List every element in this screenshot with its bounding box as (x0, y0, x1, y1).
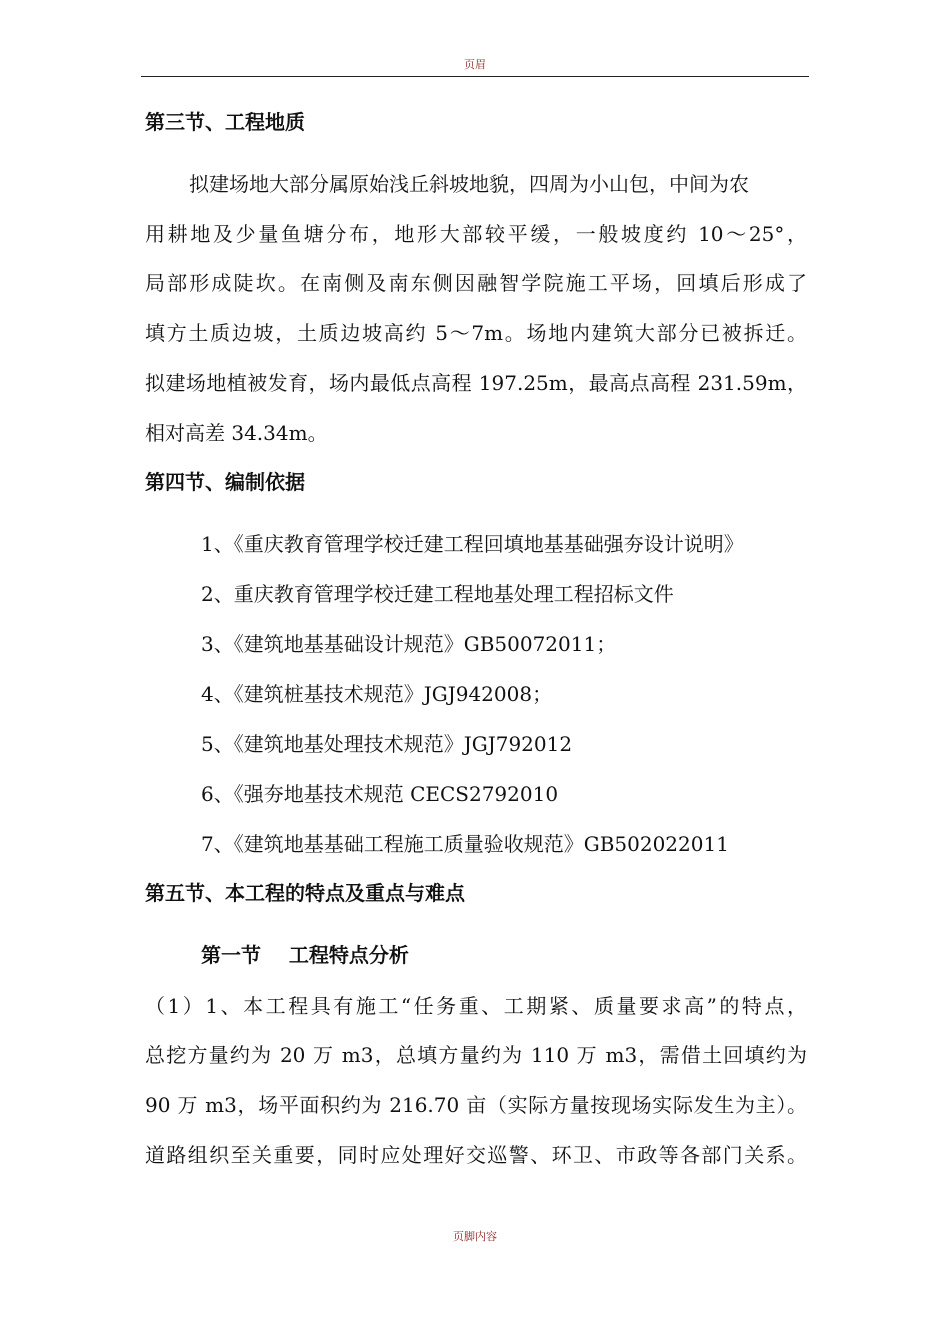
section5-heading: 第五节、本工程的特点及重点与难点 (145, 881, 465, 905)
reference-item-1: 1、《重庆教育管理学校迁建工程回填地基基础强夯设计说明》 (201, 532, 744, 556)
header-divider (141, 76, 809, 77)
reference-item-7: 7、《建筑地基基础工程施工质量验收规范》GB502022011 (201, 832, 729, 856)
section3-line-4: 填方土质边坡，土质边坡高约 5～7m。场地内建筑大部分已被拆迁。 (145, 321, 807, 345)
section3-heading: 第三节、工程地质 (145, 110, 305, 134)
section3-line-2: 用耕地及少量鱼塘分布，地形大部较平缓，一般坡度约 10～25°， (145, 222, 807, 246)
subsection-heading: 第一节 工程特点分析 (201, 943, 409, 967)
footer-text: 页脚内容 (453, 1230, 497, 1243)
section3-line-3: 局部形成陡坎。在南侧及南东侧因融智学院施工平场，回填后形成了 (145, 271, 807, 295)
header-text: 页眉 (464, 58, 486, 71)
section5-line-4: 道路组织至关重要，同时应处理好交巡警、环卫、市政等各部门关系。 (145, 1143, 807, 1167)
reference-item-4: 4、《建筑桩基技术规范》JGJ942008； (201, 682, 553, 706)
reference-item-2: 2、重庆教育管理学校迁建工程地基处理工程招标文件 (201, 582, 674, 606)
section3-line-6: 相对高差 34.34m。 (145, 421, 328, 445)
reference-item-6: 6、《强夯地基技术规范 CECS2792010 (201, 782, 559, 806)
section5-line-3: 90 万 m3，场平面积约为 216.70 亩（实际方量按现场实际发生为主）。 (145, 1093, 807, 1117)
section5-line-2: 总挖方量约为 20 万 m3，总填方量约为 110 万 m3，需借土回填约为 (145, 1043, 807, 1067)
section4-heading: 第四节、编制依据 (145, 470, 305, 494)
section3-line-5: 拟建场地植被发育，场内最低点高程 197.25m，最高点高程 231.59m， (145, 371, 807, 395)
reference-item-3: 3、《建筑地基基础设计规范》GB50072011； (201, 632, 617, 656)
reference-item-5: 5、《建筑地基处理技术规范》JGJ792012 (201, 732, 573, 756)
section3-line-1: 拟建场地大部分属原始浅丘斜坡地貌，四周为小山包，中间为农 (189, 172, 749, 196)
section5-line-1: （1）1、本工程具有施工“任务重、工期紧、质量要求高”的特点， (145, 994, 807, 1018)
